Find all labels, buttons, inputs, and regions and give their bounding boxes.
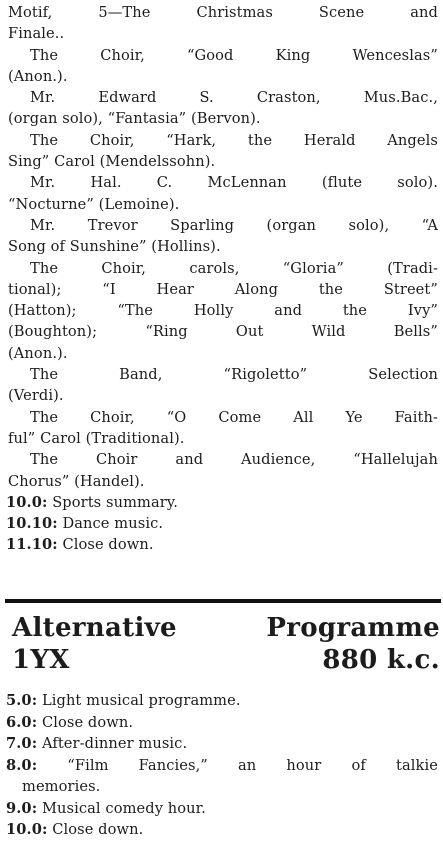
schedule-time: 6.0: [6, 713, 38, 731]
programme-line [30, 45, 438, 66]
word: “Rigoletto” [223, 366, 308, 384]
word: “O [166, 408, 187, 426]
word: Holly [193, 302, 234, 320]
schedule-text-word: Fancies,” [138, 756, 208, 774]
schedule-time: 9.0: [6, 799, 38, 817]
word: (Hatton); [8, 302, 77, 320]
heading-row-title [12, 612, 440, 644]
word: Trevor [87, 216, 138, 234]
word: and [410, 4, 438, 21]
word: and [175, 451, 204, 469]
word: Selection [368, 366, 438, 384]
word: The [30, 451, 59, 469]
word: Mr. [30, 89, 56, 107]
schedule-time: 10.0: [6, 821, 48, 838]
word: Ivy” [407, 302, 438, 320]
word: Angels [387, 131, 438, 149]
programme-line [8, 321, 438, 342]
schedule-time: 7.0: [6, 735, 38, 752]
schedule-text: Close down. [52, 821, 144, 838]
programme-line: (Verdi). [8, 387, 64, 405]
schedule-text: Close down. [62, 536, 154, 554]
word: McLennan [207, 174, 287, 192]
heading-row-station [12, 644, 440, 676]
word: Mr. [30, 216, 56, 234]
schedule-time: 10.0: [6, 493, 48, 511]
programme-line: Sing” Carol (Mendelssohn). [8, 153, 216, 171]
word: Choir, [101, 259, 147, 277]
word: S. [199, 89, 214, 107]
programme-line [30, 172, 438, 193]
programme-line: ful” Carol (Traditional). [8, 429, 185, 447]
word: Scene [318, 4, 365, 21]
programme-line [30, 258, 438, 279]
programme-line [30, 449, 438, 470]
word: Mr. [30, 174, 56, 192]
schedule-time: 8.0: [6, 756, 38, 774]
word: The [30, 131, 59, 149]
schedule-entry [6, 492, 443, 513]
schedule-time: 11.10: [6, 536, 58, 554]
word: Choir, [90, 408, 135, 426]
word: Bells” [393, 323, 438, 341]
word: Herald [303, 131, 356, 149]
programme-line [30, 215, 438, 236]
programme-line: (Anon.). [8, 344, 68, 362]
word: Choir [95, 451, 138, 469]
word: (Tradi- [387, 259, 438, 277]
word: Come [218, 408, 262, 426]
word: Hear [156, 280, 194, 298]
schedule-text-word: an [237, 756, 257, 774]
programme-line [30, 407, 438, 428]
word: “I [102, 280, 116, 298]
word: carols, [189, 259, 240, 277]
programme-line: “Nocturne” (Lemoine). [8, 195, 180, 213]
word: Motif, [8, 4, 53, 21]
word: Choir, [89, 131, 135, 149]
schedule-text-word: “Film [67, 756, 109, 774]
word: Christmas [196, 4, 273, 21]
schedule-time: 10.10: [6, 515, 58, 533]
word: “The [117, 302, 154, 320]
word: “Hark, [166, 131, 217, 149]
schedule-text-word: of [351, 756, 366, 774]
word: Wild [311, 323, 346, 341]
word: C. [156, 174, 173, 192]
word: solo), [348, 216, 390, 234]
word: Sparling [170, 216, 235, 234]
alternative-programme-heading [12, 612, 440, 676]
word: and [274, 302, 303, 320]
word: The [30, 259, 59, 277]
schedule-text: Close down. [41, 713, 134, 731]
word: “Hallelujah [353, 451, 438, 469]
schedule-text: Musical comedy hour. [41, 799, 206, 817]
word: Mus.Bac., [363, 89, 438, 107]
word: King [275, 46, 311, 64]
programme-line: Finale.. [8, 25, 65, 43]
programme-line [30, 87, 438, 108]
word: 5—The [98, 4, 151, 21]
programme-line [8, 300, 438, 321]
word: Ye [345, 408, 363, 426]
programme-line [8, 2, 438, 23]
word: Wenceslas” [352, 46, 438, 64]
programme-line: Chorus” (Handel). [8, 472, 145, 490]
word: Hal. [90, 174, 122, 192]
schedule-entry [6, 819, 443, 841]
schedule-text: memories. [22, 778, 101, 795]
main-programme-section [0, 2, 443, 556]
programme-line [8, 279, 438, 300]
word: Audience, [241, 451, 316, 469]
word: The [30, 46, 59, 64]
word: Faith- [394, 408, 438, 426]
programme-line: Song of Sunshine” (Hollins). [8, 238, 221, 256]
word: the [318, 280, 344, 298]
word: Along [234, 280, 279, 298]
word: The [30, 366, 59, 384]
heading-title-left: Alternative [12, 613, 177, 643]
schedule-entry [6, 534, 443, 555]
schedule-text-word: hour [286, 756, 322, 774]
word: Craston, [256, 89, 321, 107]
schedule-text: Dance music. [62, 515, 164, 533]
programme-line [30, 364, 438, 385]
word: The [30, 408, 59, 426]
word: (flute [321, 174, 363, 192]
schedule-text: Light musical programme. [41, 692, 241, 709]
schedule-entry-continued [22, 776, 443, 798]
programme-line: (organ solo), “Fantasia” (Bervon). [8, 110, 261, 128]
word: “Gloria” [282, 259, 344, 277]
schedule-time: 5.0: [6, 692, 38, 709]
word: Choir, [100, 46, 145, 64]
schedule-entry [6, 712, 443, 734]
word: Edward [98, 89, 157, 107]
word: Street” [383, 280, 438, 298]
programme-line: (Anon.). [8, 67, 68, 85]
schedule-entry [6, 755, 438, 777]
heading-title-right: Programme [266, 613, 440, 643]
word: (organ [266, 216, 317, 234]
word: the [342, 302, 368, 320]
word: the [247, 131, 273, 149]
section-divider [5, 599, 441, 603]
word: “Ring [145, 323, 188, 341]
alternative-schedule [0, 690, 443, 841]
schedule-text: Sports summary. [52, 493, 178, 511]
schedule-entry [6, 733, 443, 755]
word: “A [421, 216, 438, 234]
word: solo). [397, 174, 438, 192]
schedule-text: After-dinner music. [41, 735, 188, 752]
schedule-entry [6, 690, 443, 712]
station-frequency: 880 k.c. [322, 645, 440, 675]
station-callsign: 1YX [12, 645, 70, 675]
schedule-entry [6, 798, 443, 820]
word: (Boughton); [8, 323, 98, 341]
word: “Good [186, 46, 234, 64]
word: Band, [119, 366, 163, 384]
word: Out [235, 323, 264, 341]
schedule-text-word: talkie [395, 756, 438, 774]
schedule-entry [6, 513, 443, 534]
word: All [293, 408, 314, 426]
word: tional); [8, 280, 62, 298]
programme-line [30, 130, 438, 151]
